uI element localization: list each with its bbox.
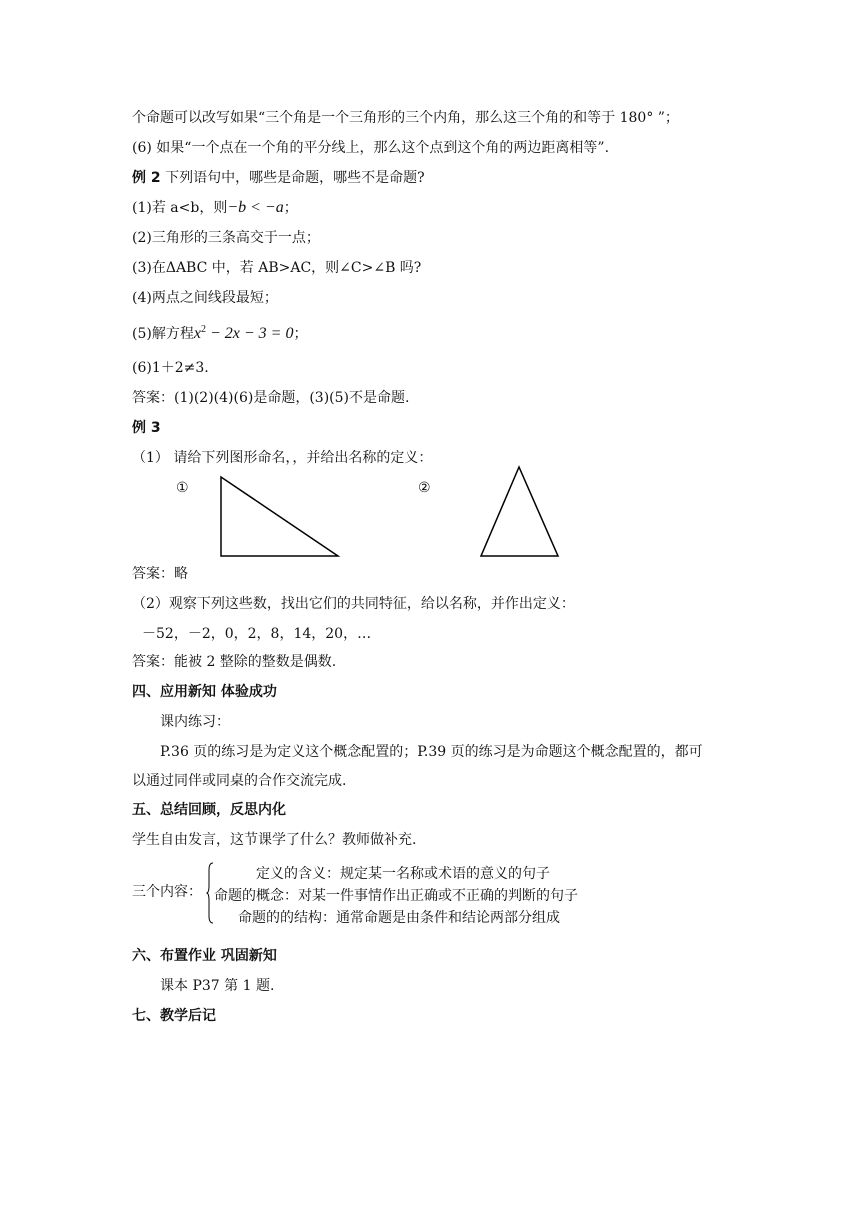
section-4-heading: 四、应用新知 体验成功	[132, 684, 277, 700]
question-5	[132, 324, 307, 346]
question-3: (3)在ΔABC 中，若 AB>AC，则∠C>∠B 吗?	[132, 260, 422, 276]
question-6: (6)1＋2≠3.	[132, 360, 209, 376]
question-text: (5)解方程	[132, 326, 194, 342]
example-text: 下列语句中，哪些是命题，哪些不是命题?	[160, 170, 425, 186]
brace-icon	[206, 862, 214, 924]
summary-text: 学生自由发言，这节课学了什么？教师做补充.	[132, 832, 417, 848]
math-expression	[194, 325, 294, 342]
text-line: (6) 如果“一个点在一个角的平分线上，那么这个点到这个角的两边距离相等”.	[132, 140, 610, 156]
number-list: －52，－2，0，2，8，14，20，…	[142, 626, 372, 642]
math-expression: −b < −a	[227, 199, 284, 216]
figure-2-marker: ②	[418, 480, 431, 496]
question-4: (4)两点之间线段最短；	[132, 290, 278, 306]
content-item-proposition: 命题的概念：对某一件事情作出正确或不正确的判断的句子	[214, 888, 578, 904]
example-3-question-1: （1） 请给下列图形命名，，并给出名称的定义：	[132, 450, 433, 466]
text-line: 个命题可以改写如果“三个角是一个三角形的三个内角，那么这三个角的和等于 180° ”；	[132, 110, 679, 126]
question-2: (2)三角形的三条高交于一点；	[132, 230, 320, 246]
answer-3a: 答案：略	[132, 566, 188, 582]
right-triangle-figure	[218, 474, 342, 560]
figure-1-marker: ①	[176, 480, 189, 496]
isosceles-triangle-figure	[478, 464, 562, 560]
example-3-heading: 例 3	[132, 420, 161, 436]
section-7-heading: 七、教学后记	[132, 1008, 216, 1024]
math-rest: − 2x − 3 = 0	[205, 325, 294, 342]
question-1	[132, 198, 298, 218]
question-text: (1)若 a<b，则	[132, 200, 228, 216]
example-label: 例 2	[132, 170, 161, 186]
example-3-question-2: （2）观察下列这些数，找出它们的共同特征，给以名称，并作出定义：	[132, 596, 575, 612]
homework-text: 课本 P37 第 1 题.	[160, 978, 275, 994]
question-suffix: ；	[283, 200, 298, 216]
content-item-structure: 命题的的结构：通常命题是由条件和结论两部分组成	[238, 910, 560, 926]
section-5-heading: 五、总结回顾，反思内化	[132, 802, 286, 818]
content-item-definition: 定义的含义：规定某一名称或术语的意义的句子	[256, 866, 550, 882]
three-contents-label: 三个内容：	[132, 884, 202, 900]
math-superscript: 2	[200, 324, 206, 335]
practice-title: 课内练习：	[160, 714, 230, 730]
section-6-heading: 六、布置作业 巩固新知	[132, 948, 277, 964]
math-var: x	[193, 325, 201, 342]
practice-text: P.36 页的练习是为定义这个概念配置的；P.39 页的练习是为命题这个概念配置的，都可	[160, 744, 703, 760]
answer-3b: 答案：能被 2 整除的整数是偶数.	[132, 654, 337, 670]
question-suffix: ；	[293, 326, 308, 342]
example-2-heading	[132, 168, 425, 188]
answer-2: 答案：(1)(2)(4)(6)是命题，(3)(5)不是命题.	[132, 390, 410, 406]
practice-text: 以通过同伴或同桌的合作交流完成.	[132, 773, 347, 789]
